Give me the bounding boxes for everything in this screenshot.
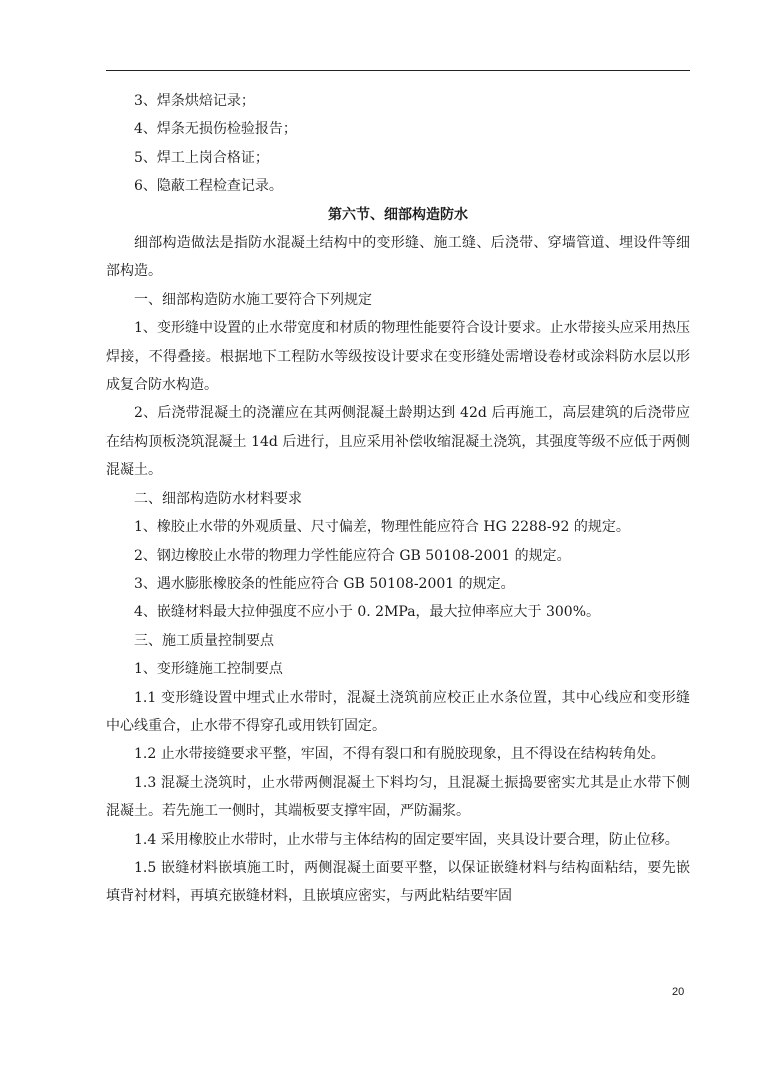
header-rule <box>106 70 690 71</box>
list-item: 1、橡胶止水带的外观质量、尺寸偏差，物理性能应符合 HG 2288-92 的规定。 <box>134 519 630 536</box>
part1-heading: 一、细部构造防水施工要符合下列规定 <box>134 291 372 308</box>
part2-heading: 二、细部构造防水材料要求 <box>134 490 302 507</box>
list-item: 1.4 采用橡胶止水带时，止水带与主体结构的固定要牢固，夹具设计要合理，防止位移。 <box>134 831 679 848</box>
part3-heading: 三、施工质量控制要点 <box>134 632 274 649</box>
list-item: 1.1 变形缝设置中埋式止水带时，混凝土浇筑前应校正止水条位置，其中心线应和变形缝中心线重合，止水带不得穿孔或用铁钉固定。 <box>106 689 690 734</box>
list-item: 1.2 止水带接缝要求平整，牢固，不得有裂口和有脱胶现象，且不得设在结构转角处。 <box>134 746 665 763</box>
list-item: 3、焊条烘焙记录； <box>134 93 255 109</box>
paragraph: 2、后浇带混凝土的浇灌应在其两侧混凝土龄期达到 42d 后再施工，高层建筑的后浇带应在结构顶板浇筑混凝土 14d 后进行，且应采用补偿收缩混凝土浇筑，其强度等级不应低于两侧混凝土。 <box>106 405 690 479</box>
section-title: 第六节、细部构造防水 <box>328 206 468 223</box>
list-item: 4、嵌缝材料最大拉伸强度不应小于 0. 2MPa，最大拉伸率应大于 300%。 <box>134 604 601 621</box>
list-item: 6、隐蔽工程检查记录。 <box>134 178 283 195</box>
list-item: 5、焊工上岗合格证； <box>134 149 269 166</box>
list-item: 1.5 嵌缝材料嵌填施工时，两侧混凝土面要平整，以保证嵌缝材料与结构面粘结，要先嵌填背衬材料，再填充嵌缝材料，且嵌填应密实，与两此粘结要牢固 <box>106 859 690 905</box>
list-item: 4、焊条无损伤检验报告； <box>134 121 297 138</box>
page-body <box>106 87 690 911</box>
list-item: 2、钢边橡胶止水带的物理力学性能应符合 GB 50108-2001 的规定。 <box>134 547 571 564</box>
page-number: 20 <box>672 986 685 998</box>
list-item: 1.3 混凝土浇筑时，止水带两侧混凝土下料均匀，且混凝土振捣要密实尤其是止水带下侧混凝土。若先施工一侧时，其端板要支撑牢固，严防漏浆。 <box>106 774 690 820</box>
list-item: 3、遇水膨胀橡胶条的性能应符合 GB 50108-2001 的规定。 <box>134 575 515 592</box>
paragraph: 1、变形缝中设置的止水带宽度和材质的物理性能要符合设计要求。止水带接头应采用热压焊接，不得叠接。根据地下工程防水等级按设计要求在变形缝处需增设卷材或涂料防水层以形成复合防水构造。 <box>106 320 690 394</box>
section-intro: 细部构造做法是指防水混凝土结构中的变形缝、施工缝、后浇带、穿墙管道、埋设件等细部构造。 <box>106 235 690 280</box>
subheading: 1、变形缝施工控制要点 <box>134 661 283 678</box>
